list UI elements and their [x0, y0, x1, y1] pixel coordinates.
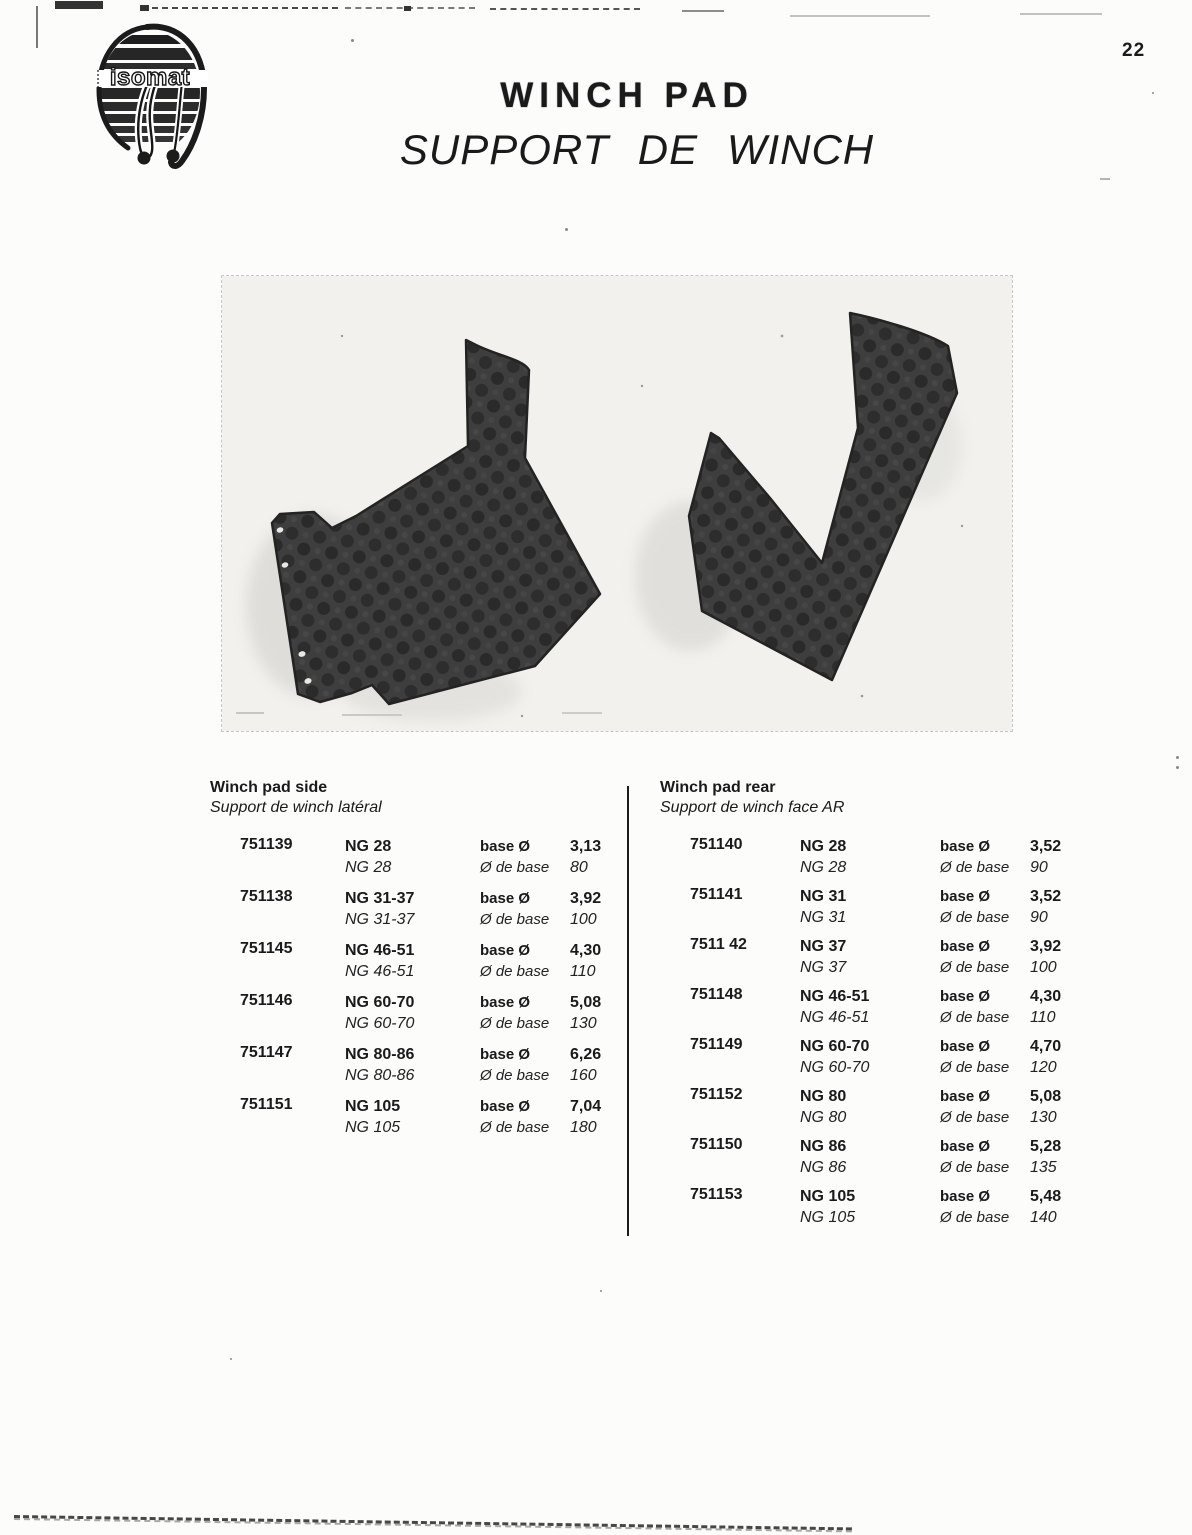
scan-artifact: [1100, 178, 1110, 180]
table-row: [660, 1136, 1090, 1178]
model-en: NG 37: [800, 938, 847, 955]
base-dia-label-fr: Ø de base: [940, 1009, 1010, 1026]
part-number: 751153: [690, 1186, 743, 1203]
value-mm: 135: [1030, 1159, 1057, 1176]
page-number: 22: [1122, 40, 1146, 61]
base-dia-label-fr: Ø de base: [940, 1109, 1010, 1126]
model-fr: NG 37: [800, 959, 847, 976]
logo-sheet-knob: [138, 152, 151, 165]
value-mm: 90: [1030, 859, 1048, 876]
table-header-side: [210, 779, 630, 817]
scan-artifact: [682, 10, 724, 12]
logo-stripe: [100, 48, 202, 60]
value-inches: 3,92: [1030, 938, 1062, 955]
base-dia-label-en: base Ø: [480, 1046, 531, 1063]
value-mm: 140: [1030, 1209, 1057, 1226]
value-inches: 4,30: [570, 942, 602, 959]
scan-artifact: [140, 5, 149, 11]
model-fr: NG 105: [345, 1119, 401, 1136]
base-dia-label-en: base Ø: [940, 838, 991, 855]
table-row: [660, 986, 1090, 1028]
value-mm: 130: [570, 1015, 597, 1032]
table-row: [660, 1086, 1090, 1128]
value-inches: 3,13: [570, 838, 602, 855]
model-en: NG 86: [800, 1138, 847, 1155]
scan-artifact: [1176, 756, 1179, 759]
scan-artifact: [404, 6, 411, 11]
value-mm: 110: [1030, 1009, 1056, 1026]
logo-sheet-knob: [167, 150, 180, 163]
base-dia-label-fr: Ø de base: [940, 1209, 1010, 1226]
logo-wordmark: isomat: [109, 64, 191, 91]
model-fr: NG 28: [800, 859, 847, 876]
value-inches: 5,48: [1030, 1188, 1062, 1205]
part-number: 751148: [690, 986, 743, 1003]
part-number: 751139: [240, 836, 293, 853]
base-dia-label-fr: Ø de base: [940, 1159, 1010, 1176]
model-fr: NG 31-37: [345, 911, 415, 928]
model-fr: NG 31: [800, 909, 847, 926]
model-en: NG 105: [800, 1188, 856, 1205]
base-dia-label-fr: Ø de base: [480, 1015, 550, 1032]
part-number: 751150: [690, 1136, 743, 1153]
model-fr: NG 105: [800, 1209, 856, 1226]
value-mm: 100: [570, 911, 597, 928]
base-dia-label-en: base Ø: [480, 1098, 531, 1115]
scan-artifact: [152, 7, 338, 9]
base-dia-label-fr: Ø de base: [940, 959, 1010, 976]
value-inches: 5,08: [1030, 1088, 1062, 1105]
table-row: [210, 992, 630, 1034]
base-dia-label-fr: Ø de base: [940, 859, 1010, 876]
table-row: [660, 836, 1090, 878]
value-mm: 110: [570, 963, 596, 980]
table-row: [210, 1044, 630, 1086]
value-inches: 6,26: [570, 1046, 602, 1063]
table-row: [660, 936, 1090, 978]
model-fr: NG 86: [800, 1159, 847, 1176]
scan-artifact: [490, 8, 640, 10]
part-number: 751138: [240, 888, 293, 905]
part-number: 751145: [240, 940, 293, 957]
value-mm: 160: [570, 1067, 597, 1084]
model-fr: NG 46-51: [345, 963, 415, 980]
value-mm: 100: [1030, 959, 1057, 976]
scan-artifact: [790, 15, 930, 17]
table-row: [210, 888, 630, 930]
base-dia-label-en: base Ø: [480, 994, 531, 1011]
isomat-logo: [86, 20, 218, 184]
model-fr: NG 80: [800, 1109, 847, 1126]
model-en: NG 60-70: [800, 1038, 870, 1055]
part-number: 751149: [690, 1036, 743, 1053]
value-inches: 3,92: [570, 890, 602, 907]
part-number: 751146: [240, 992, 293, 1009]
model-fr: NG 60-70: [345, 1015, 415, 1032]
base-dia-label-en: base Ø: [940, 1088, 991, 1105]
base-dia-label-en: base Ø: [480, 838, 531, 855]
product-photo: [222, 276, 1012, 731]
part-number: 751147: [240, 1044, 293, 1061]
part-number: 7511 42: [690, 936, 747, 953]
model-en: NG 60-70: [345, 994, 415, 1011]
page-title: WINCH PAD: [500, 76, 754, 115]
base-dia-label-fr: Ø de base: [940, 1059, 1010, 1076]
value-mm: 120: [1030, 1059, 1057, 1076]
scan-artifact: [55, 1, 103, 9]
model-en: NG 46-51: [345, 942, 415, 959]
base-dia-label-fr: Ø de base: [480, 911, 550, 928]
value-mm: 180: [570, 1119, 597, 1136]
table-row: [210, 836, 630, 878]
table-row: [660, 1186, 1090, 1228]
value-mm: 90: [1030, 909, 1048, 926]
value-inches: 4,70: [1030, 1038, 1062, 1055]
value-inches: 4,30: [1030, 988, 1062, 1005]
table-row: [210, 940, 630, 982]
model-en: NG 105: [345, 1098, 401, 1115]
base-dia-label-fr: Ø de base: [480, 1067, 550, 1084]
base-dia-label-en: base Ø: [480, 890, 531, 907]
model-en: NG 46-51: [800, 988, 870, 1005]
scan-artifact: [36, 6, 38, 48]
table-title-fr: Support de winch latéral: [210, 799, 382, 816]
model-en: NG 80: [800, 1088, 847, 1105]
table-row: [210, 1096, 630, 1138]
base-dia-label-en: base Ø: [940, 1138, 991, 1155]
table-row: [660, 886, 1090, 928]
value-inches: 7,04: [570, 1098, 602, 1115]
base-dia-label-en: base Ø: [940, 1188, 991, 1205]
table-row: [660, 1036, 1090, 1078]
model-en: NG 31: [800, 888, 847, 905]
value-inches: 5,28: [1030, 1138, 1062, 1155]
model-en: NG 80-86: [345, 1046, 415, 1063]
base-dia-label-fr: Ø de base: [480, 1119, 550, 1136]
model-en: NG 31-37: [345, 890, 415, 907]
value-mm: 130: [1030, 1109, 1057, 1126]
winch-pad-side-image: [272, 340, 600, 704]
model-fr: NG 46-51: [800, 1009, 870, 1026]
table-title-en: Winch pad side: [210, 779, 328, 796]
scan-artifact: [230, 1358, 232, 1360]
part-number: 751151: [240, 1096, 293, 1113]
value-inches: 5,08: [570, 994, 602, 1011]
base-dia-label-en: base Ø: [940, 1038, 991, 1055]
page-subtitle: SUPPORT DE WINCH: [399, 126, 875, 173]
base-dia-label-fr: Ø de base: [480, 963, 550, 980]
value-mm: 80: [570, 859, 588, 876]
value-inches: 3,52: [1030, 888, 1062, 905]
base-dia-label-en: base Ø: [940, 938, 991, 955]
table-header-rear: [660, 779, 1080, 817]
table-title-fr: Support de winch face AR: [660, 799, 845, 816]
scan-artifact: [565, 228, 568, 231]
model-fr: NG 60-70: [800, 1059, 870, 1076]
base-dia-label-fr: Ø de base: [940, 909, 1010, 926]
scan-artifact: [1152, 92, 1154, 94]
table-winch-pad-side: [210, 836, 630, 1148]
base-dia-label-en: base Ø: [940, 888, 991, 905]
part-number: 751140: [690, 836, 743, 853]
model-fr: NG 80-86: [345, 1067, 415, 1084]
scan-artifact: [1020, 13, 1102, 15]
scan-artifact: [600, 1290, 602, 1292]
model-en: NG 28: [345, 838, 392, 855]
base-dia-label-en: base Ø: [940, 988, 991, 1005]
model-fr: NG 28: [345, 859, 392, 876]
model-en: NG 28: [800, 838, 847, 855]
table-title-en: Winch pad rear: [660, 779, 776, 796]
table-winch-pad-rear: [660, 836, 1090, 1236]
part-number: 751141: [690, 886, 743, 903]
base-dia-label-en: base Ø: [480, 942, 531, 959]
value-inches: 3,52: [1030, 838, 1062, 855]
base-dia-label-fr: Ø de base: [480, 859, 550, 876]
scan-artifact: [351, 39, 354, 42]
scan-artifact: [1176, 766, 1179, 769]
part-number: 751152: [690, 1086, 743, 1103]
